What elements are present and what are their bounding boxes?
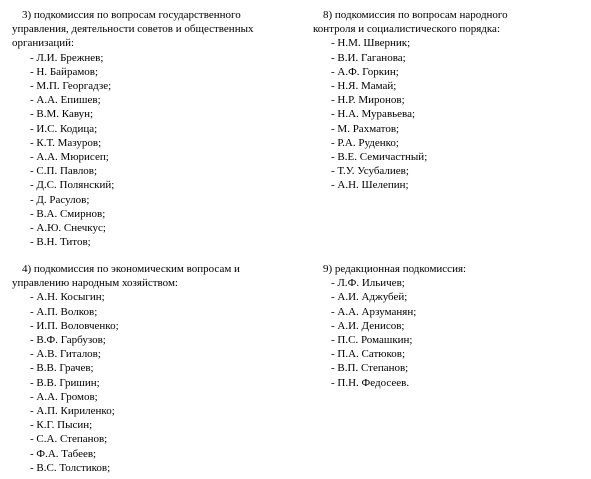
- subcommission-3: [12, 8, 282, 249]
- member-item: - И.С. Кодица;: [30, 122, 98, 135]
- heading-line: управления, деятельности советов и общественных: [12, 23, 254, 36]
- heading-line: 4) подкомиссия по экономическим вопросам и: [22, 263, 240, 275]
- subcommission-9: [313, 262, 568, 390]
- heading-line: контроля и социалистического порядка:: [313, 23, 500, 36]
- member-item: - В.В. Грачев;: [30, 362, 94, 375]
- member-item: - Д. Расулов;: [30, 193, 90, 206]
- member-item: - В.С. Толстиков;: [30, 461, 111, 474]
- member-item: - И.П. Воловченко;: [30, 319, 119, 332]
- subcommission-4-heading: [12, 262, 282, 290]
- subcommission-8: [313, 8, 568, 193]
- member-item: - М.П. Георгадзе;: [30, 80, 112, 93]
- member-item: - А.Н. Шелепин;: [331, 179, 409, 192]
- member-item: - Н. Байрамов;: [30, 65, 99, 78]
- member-item: - С.А. Степанов;: [30, 433, 108, 446]
- member-item: - Н.А. Муравьева;: [331, 108, 416, 121]
- member-item: - Н.М. Шверник;: [331, 37, 411, 50]
- member-item: - Р.А. Руденко;: [331, 136, 399, 149]
- member-item: - Ф.А. Табеев;: [30, 447, 97, 460]
- member-item: - А.Ф. Горкин;: [331, 65, 399, 78]
- member-item: - В.П. Степанов;: [331, 362, 409, 375]
- member-item: - Д.С. Полянский;: [30, 179, 115, 192]
- subcommission-9-heading: [313, 262, 568, 276]
- member-item: - А.В. Гиталов;: [30, 348, 101, 361]
- heading-line: управлению народным хозяйством:: [12, 277, 178, 290]
- member-item: - В.Е. Семичастный;: [331, 151, 428, 164]
- subcommission-8-heading: [313, 8, 568, 36]
- member-item: - А.Н. Косыгин;: [30, 291, 105, 304]
- heading-line: 9) редакционная подкомиссия:: [323, 263, 467, 275]
- subcommission-4-members: [12, 290, 282, 475]
- member-item: - Т.У. Усубалиев;: [331, 165, 409, 178]
- member-item: - В.Ф. Гарбузов;: [30, 334, 106, 347]
- member-item: - Л.И. Брежнев;: [30, 51, 104, 64]
- member-item: - А.А. Арзуманян;: [331, 305, 417, 318]
- member-item: - В.И. Гаганова;: [331, 51, 406, 64]
- heading-line: организаций:: [12, 37, 75, 50]
- member-item: - В.Н. Титов;: [30, 236, 91, 249]
- member-item: - А.А. Епишев;: [30, 94, 101, 107]
- member-item: - П.Н. Федосеев.: [331, 376, 410, 389]
- subcommission-9-members: [313, 276, 568, 390]
- member-item: - А.А. Громов;: [30, 390, 98, 403]
- member-item: - В.В. Гришин;: [30, 376, 100, 389]
- member-item: - А.И. Денисов;: [331, 319, 405, 332]
- member-item: - А.Ю. Снечкус;: [30, 222, 106, 235]
- member-item: - П.С. Ромашкин;: [331, 334, 413, 347]
- member-item: - Н.Я. Мамай;: [331, 80, 397, 93]
- subcommission-8-members: [313, 36, 568, 192]
- member-item: - К.Т. Мазуров;: [30, 136, 102, 149]
- subcommission-4: [12, 262, 282, 475]
- member-item: - Н.Р. Миронов;: [331, 94, 405, 107]
- member-item: - П.А. Сатюков;: [331, 348, 406, 361]
- member-item: - В.А. Смирнов;: [30, 207, 106, 220]
- member-item: - А.А. Мюрисеп;: [30, 151, 109, 164]
- subcommission-3-heading: [12, 8, 282, 51]
- member-item: - В.М. Кавун;: [30, 108, 94, 121]
- member-item: - С.П. Павлов;: [30, 165, 98, 178]
- member-item: - А.И. Аджубей;: [331, 291, 408, 304]
- member-item: - А.П. Кириленко;: [30, 405, 115, 418]
- member-item: - К.Г. Пысин;: [30, 419, 93, 432]
- subcommission-3-members: [12, 51, 282, 250]
- member-item: - А.П. Волков;: [30, 305, 98, 318]
- member-item: - Л.Ф. Ильичев;: [331, 277, 405, 290]
- heading-line: 8) подкомиссия по вопросам народного: [323, 9, 508, 21]
- member-item: - М. Рахматов;: [331, 122, 400, 135]
- heading-line: 3) подкомиссия по вопросам государственного: [22, 9, 241, 21]
